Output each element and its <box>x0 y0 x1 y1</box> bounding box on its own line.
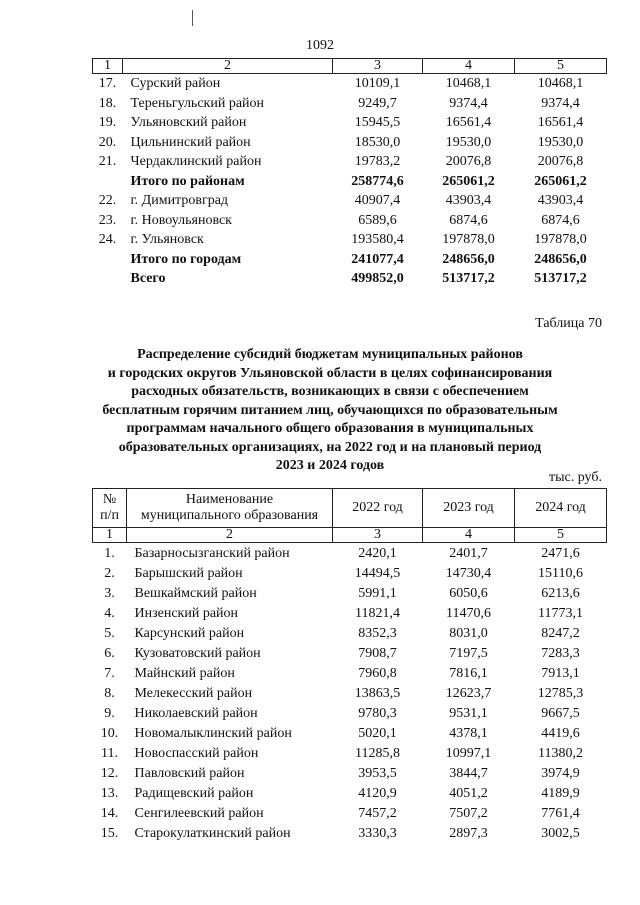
row-value-2024: 12785,3 <box>537 685 584 701</box>
table-column-headers <box>93 489 607 528</box>
row-value-2022: 15945,5 <box>354 115 401 131</box>
row-number: 21. <box>98 154 117 170</box>
row-value-2023: 7816,1 <box>449 665 488 681</box>
row-number: 1. <box>104 545 115 561</box>
col-header-number-line1: № <box>102 492 117 507</box>
row-value-2024: 19530,0 <box>537 134 584 150</box>
table-row <box>93 603 607 623</box>
row-value-2024: 248656,0 <box>534 251 587 267</box>
col-header: 3 <box>333 59 423 74</box>
row-value-2024: 513717,2 <box>534 271 587 287</box>
row-name: Вешкаймский район <box>134 585 257 601</box>
col-header-number <box>93 489 127 528</box>
title-line: Распределение субсидий бюджетам муниципальных районов <box>137 347 523 362</box>
table-row <box>93 74 607 94</box>
row-name: г. Новоульяновск <box>130 212 232 228</box>
row-name: Кузоватовский район <box>134 645 261 661</box>
table-row <box>93 643 607 663</box>
row-name: Карсунский район <box>134 625 245 641</box>
table-row <box>93 211 607 231</box>
col-header: 4 <box>423 59 515 74</box>
row-value-2023: 197878,0 <box>442 232 495 248</box>
row-value-2022: 18530,0 <box>354 134 401 150</box>
row-name: Базарносызганский район <box>134 545 290 561</box>
row-value-2024: 6213,6 <box>541 585 580 601</box>
title-line: программам начального общего образования в муниципальных <box>126 421 534 436</box>
row-value-2022: 193580,4 <box>351 232 404 248</box>
row-name: Ульяновский район <box>130 115 247 131</box>
row-value-2023: 3844,7 <box>449 765 488 781</box>
row-value-2024: 16561,4 <box>537 115 584 131</box>
row-value-2022: 5020,1 <box>358 725 397 741</box>
row-value-2022: 4120,9 <box>358 785 397 801</box>
row-value-2023: 6050,6 <box>449 585 488 601</box>
row-number: 24. <box>98 232 117 248</box>
col-header-name-line2: муниципального образования <box>140 508 319 523</box>
table-caption: Таблица 70 <box>535 316 602 331</box>
row-value-2023: 19530,0 <box>445 134 492 150</box>
title-line: 2023 и 2024 годов <box>275 458 385 473</box>
row-name: Старокулаткинский район <box>134 825 291 841</box>
row-number: 19. <box>98 115 117 131</box>
subsidy-table-continued <box>92 58 607 289</box>
table-row <box>93 723 607 743</box>
row-number <box>93 269 123 289</box>
row-value-2024: 265061,2 <box>534 173 587 189</box>
row-value-2024: 9374,4 <box>541 95 580 111</box>
row-number: 13. <box>100 785 119 801</box>
row-name: Новоспасский район <box>134 745 259 761</box>
row-value-2024: 8247,2 <box>541 625 580 641</box>
row-value-2022: 40907,4 <box>354 193 401 209</box>
row-value-2022: 258774,6 <box>351 173 404 189</box>
col-header: 2 <box>123 59 333 74</box>
row-name: Павловский район <box>134 765 245 781</box>
table-row <box>93 563 607 583</box>
row-number: 4. <box>104 605 115 621</box>
row-value-2022: 13863,5 <box>354 685 401 701</box>
row-value-2023: 10997,1 <box>445 745 492 761</box>
row-name: г. Ульяновск <box>130 232 204 248</box>
table-row <box>93 683 607 703</box>
table-header-row <box>93 59 607 74</box>
row-value-2022: 7960,8 <box>358 665 397 681</box>
table-row <box>93 230 607 250</box>
row-value-2024: 4189,9 <box>541 785 580 801</box>
table-row <box>93 113 607 133</box>
row-number: 3. <box>104 585 115 601</box>
table-row <box>93 703 607 723</box>
row-number: 5. <box>104 625 115 641</box>
row-value-2023: 7507,2 <box>449 805 488 821</box>
row-value-2024: 7913,1 <box>541 665 580 681</box>
row-name: Мелекесский район <box>134 685 253 701</box>
row-value-2024: 2471,6 <box>541 545 580 561</box>
row-name: Итого по городам <box>130 251 242 267</box>
row-number: 22. <box>98 193 117 209</box>
row-value-2023: 14730,4 <box>445 565 492 581</box>
title-line: бесплатным горячим питанием лиц, обучающихся по образовательным <box>102 402 558 418</box>
row-value-2023: 9531,1 <box>449 705 488 721</box>
row-number: 18. <box>98 95 117 111</box>
row-value-2022: 9780,3 <box>358 705 397 721</box>
row-value-2022: 7457,2 <box>358 805 397 821</box>
units-label: тыс. руб. <box>549 470 602 485</box>
row-value-2022: 7908,7 <box>358 645 397 661</box>
row-number: 17. <box>98 76 117 92</box>
row-value-2023: 43903,4 <box>445 193 492 209</box>
table-row <box>93 623 607 643</box>
row-number: 12. <box>100 765 119 781</box>
row-value-2022: 3330,3 <box>358 825 397 841</box>
subsidy-table-70 <box>92 488 607 843</box>
row-value-2024: 197878,0 <box>534 232 587 248</box>
row-name: Сенгилеевский район <box>134 805 264 821</box>
row-number: 23. <box>98 212 117 228</box>
row-value-2022: 6589,6 <box>358 212 397 228</box>
title-line: расходных обязательств, возникающих в связи с обеспечением <box>131 384 529 399</box>
table-row <box>93 191 607 211</box>
row-name: Цильнинский район <box>130 134 251 150</box>
row-value-2024: 7283,3 <box>541 645 580 661</box>
page-number: 1092 <box>306 38 334 53</box>
row-name: Всего <box>130 271 166 287</box>
row-value-2022: 14494,5 <box>354 565 401 581</box>
row-number: 20. <box>98 134 117 150</box>
table-row <box>93 743 607 763</box>
row-value-2023: 7197,5 <box>449 645 488 661</box>
row-value-2024: 6874,6 <box>541 212 580 228</box>
row-name: Радищевский район <box>134 785 254 801</box>
col-index: 5 <box>515 528 607 543</box>
row-value-2023: 4051,2 <box>449 785 488 801</box>
table-row <box>93 583 607 603</box>
row-value-2023: 265061,2 <box>442 173 495 189</box>
row-value-2023: 513717,2 <box>442 271 495 287</box>
row-value-2023: 2897,3 <box>449 825 488 841</box>
row-name: Николаевский район <box>134 705 258 721</box>
row-value-2022: 3953,5 <box>358 765 397 781</box>
row-number: 11. <box>101 745 118 761</box>
row-value-2023: 6874,6 <box>449 212 488 228</box>
row-name: Инзенский район <box>134 605 239 621</box>
row-value-2024: 10468,1 <box>537 76 584 92</box>
row-value-2023: 16561,4 <box>445 115 492 131</box>
col-header-2024: 2024 год <box>515 489 607 528</box>
row-value-2022: 9249,7 <box>358 95 397 111</box>
row-number: 7. <box>104 665 115 681</box>
row-number: 10. <box>100 725 119 741</box>
row-value-2024: 11773,1 <box>538 605 583 621</box>
row-number <box>93 250 123 270</box>
row-name: Майнский район <box>134 665 235 681</box>
row-name: Барышский район <box>134 565 243 581</box>
table-row <box>93 133 607 153</box>
row-value-2023: 11470,6 <box>446 605 491 621</box>
row-value-2022: 499852,0 <box>351 271 404 287</box>
row-value-2024: 9667,5 <box>541 705 580 721</box>
row-number: 15. <box>100 825 119 841</box>
row-value-2023: 4378,1 <box>449 725 488 741</box>
row-value-2023: 8031,0 <box>449 625 488 641</box>
table-row <box>93 663 607 683</box>
table-total-row <box>93 269 607 289</box>
row-value-2023: 20076,8 <box>445 154 492 170</box>
row-name: Чердаклинский район <box>130 154 262 170</box>
table-row <box>93 94 607 114</box>
row-value-2023: 2401,7 <box>449 545 488 561</box>
row-value-2022: 19783,2 <box>354 154 401 170</box>
row-value-2024: 3974,9 <box>541 765 580 781</box>
row-name: Новомалыклинский район <box>134 725 292 741</box>
row-value-2022: 8352,3 <box>358 625 397 641</box>
table-total-row <box>93 250 607 270</box>
row-value-2024: 43903,4 <box>537 193 584 209</box>
title-line: образовательных организациях, на 2022 год и на плановый период <box>118 439 542 455</box>
row-value-2024: 11380,2 <box>538 745 583 761</box>
table-row <box>93 803 607 823</box>
col-index: 2 <box>127 528 333 543</box>
table-row <box>93 783 607 803</box>
row-value-2022: 11285,8 <box>355 745 400 761</box>
row-name: г. Димитровград <box>130 193 229 209</box>
col-header-name <box>127 489 333 528</box>
row-value-2022: 241077,4 <box>351 251 404 267</box>
row-number: 8. <box>104 685 115 701</box>
row-number: 14. <box>100 805 119 821</box>
col-index: 1 <box>93 528 127 543</box>
row-value-2024: 3002,5 <box>541 825 580 841</box>
table-title <box>60 346 600 476</box>
row-name: Итого по районам <box>130 173 245 189</box>
row-value-2024: 20076,8 <box>537 154 584 170</box>
row-value-2022: 11821,4 <box>355 605 400 621</box>
table-row <box>93 823 607 843</box>
col-header: 5 <box>515 59 607 74</box>
row-value-2022: 2420,1 <box>358 545 397 561</box>
row-number <box>93 172 123 192</box>
col-header-2023: 2023 год <box>423 489 515 528</box>
row-name: Тереньгульский район <box>130 95 265 111</box>
col-index: 3 <box>333 528 423 543</box>
row-value-2022: 5991,1 <box>358 585 397 601</box>
row-value-2023: 248656,0 <box>442 251 495 267</box>
row-number: 6. <box>104 645 115 661</box>
row-value-2022: 10109,1 <box>354 76 401 92</box>
col-header-number-line2: п/п <box>100 508 119 523</box>
row-value-2024: 7761,4 <box>541 805 580 821</box>
col-header: 1 <box>93 59 123 74</box>
table-row <box>93 763 607 783</box>
row-value-2024: 4419,6 <box>541 725 580 741</box>
row-number: 2. <box>104 565 115 581</box>
table-total-row <box>93 172 607 192</box>
table-row <box>93 543 607 564</box>
row-number: 9. <box>104 705 115 721</box>
col-header-2022: 2022 год <box>333 489 423 528</box>
row-value-2023: 10468,1 <box>445 76 492 92</box>
row-value-2024: 15110,6 <box>538 565 583 581</box>
row-name: Сурский район <box>130 76 221 92</box>
col-index: 4 <box>423 528 515 543</box>
scan-mark <box>192 10 194 26</box>
row-value-2023: 9374,4 <box>449 95 488 111</box>
col-header-name-line1: Наименование <box>185 492 274 507</box>
table-row <box>93 152 607 172</box>
row-value-2023: 12623,7 <box>445 685 492 701</box>
title-line: и городских округов Ульяновской области в целях софинансирования <box>107 365 553 381</box>
table-index-row <box>93 528 607 543</box>
